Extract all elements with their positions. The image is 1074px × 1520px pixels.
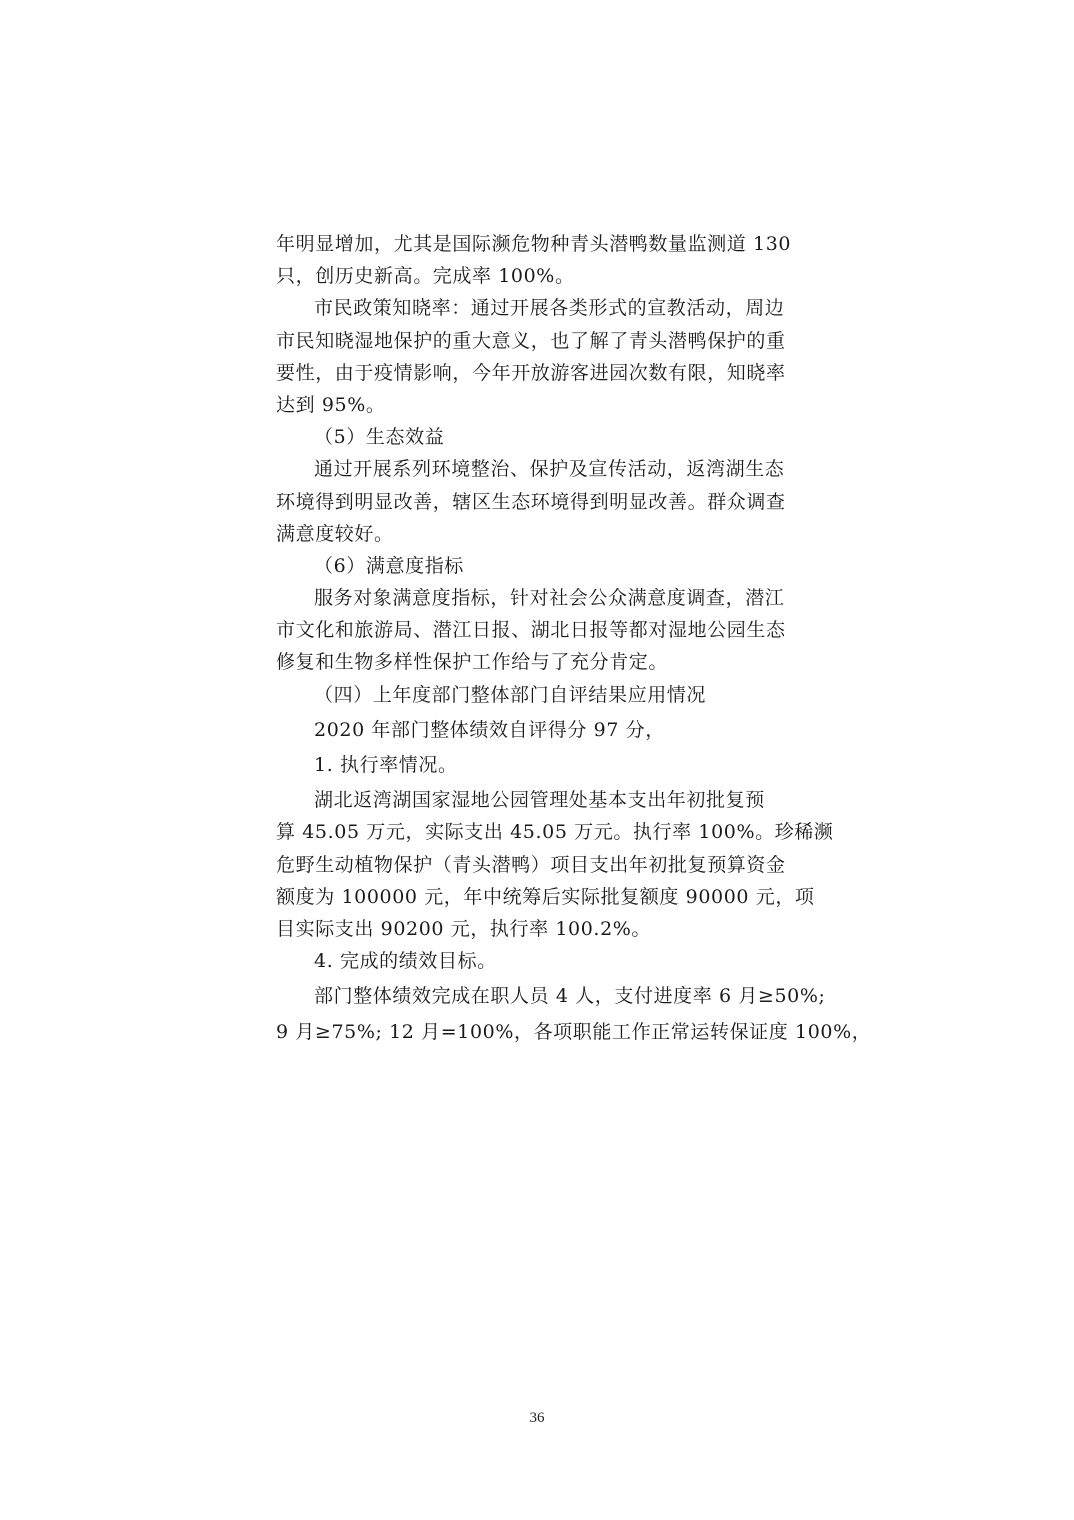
text-line: 只，创历史新高。完成率 100%。 [276, 265, 575, 288]
text-line: 2020 年部门整体绩效自评得分 97 分， [314, 718, 665, 741]
text-line: 湖北返湾湖国家湿地公园管理处基本支出年初批复预 [314, 789, 765, 812]
text-line: 目实际支出 90200 元，执行率 100.2%。 [276, 917, 652, 940]
section-heading: （6）满意度指标 [314, 554, 464, 577]
text-line: 市民知晓湿地保护的重大意义，也了解了青头潜鸭保护的重 [276, 329, 786, 352]
text-line: 年明显增加，尤其是国际濒危物种青头潜鸭数量监测道 130 [276, 233, 792, 255]
text-line: 满意度较好。 [276, 522, 394, 545]
text-line: 危野生动植物保护（青头潜鸭）项目支出年初批复预算资金 [276, 853, 786, 876]
body-text [276, 228, 872, 1048]
text-line: 环境得到明显改善，辖区生态环境得到明显改善。群众调查 [276, 490, 786, 513]
text-line: 算 45.05 万元，实际支出 45.05 万元。执行率 100%。珍稀濒 [276, 821, 834, 844]
text-line: 服务对象满意度指标，针对社会公众满意度调查，潜江 [314, 587, 785, 610]
section-heading: （四）上年度部门整体部门自评结果应用情况 [314, 683, 707, 706]
page-number: 36 [529, 1410, 545, 1426]
text-line: 市文化和旅游局、潜江日报、湖北日报等都对湿地公园生态 [276, 619, 786, 642]
text-line: 1. 执行率情况。 [314, 754, 458, 776]
text-line: 要性，由于疫情影响，今年开放游客进园次数有限，知晓率 [276, 361, 786, 384]
text-line: 市民政策知晓率：通过开展各类形式的宣教活动，周边 [314, 297, 785, 320]
text-line: 4. 完成的绩效目标。 [314, 950, 497, 973]
text-line: 部门整体绩效完成在职人员 4 人，支付进度率 6 月≥50%; [314, 985, 826, 1008]
text-line: 修复和生物多样性保护工作给与了充分肯定。 [276, 651, 669, 674]
section-heading: （5）生态效益 [314, 426, 445, 449]
text-line: 达到 95%。 [276, 393, 386, 416]
text-line: 额度为 100000 元，年中统筹后实际批复额度 90000 元，项 [276, 885, 815, 908]
text-line: 9 月≥75%; 12 月=100%，各项职能工作正常运转保证度 100%， [276, 1020, 872, 1043]
text-line: 通过开展系列环境整治、保护及宣传活动，返湾湖生态 [314, 458, 785, 481]
